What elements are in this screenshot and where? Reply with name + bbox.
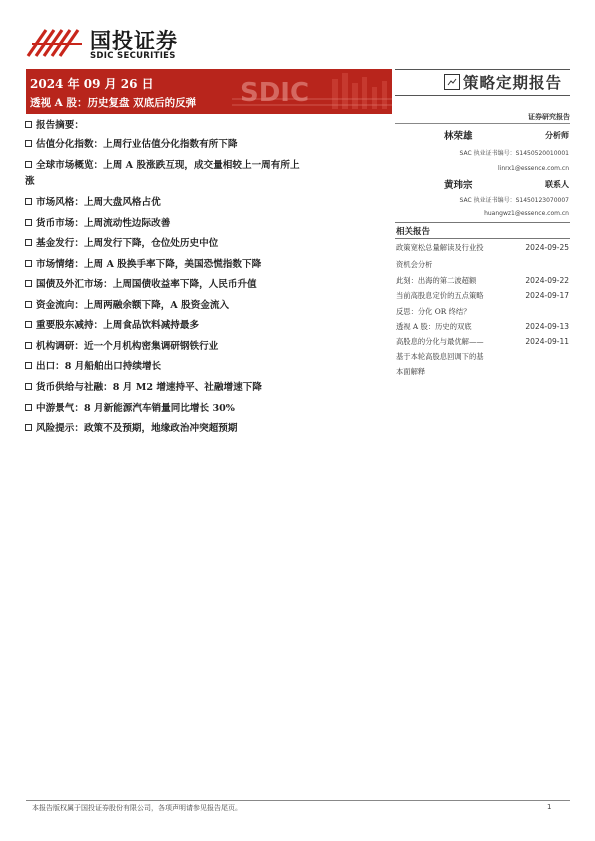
summary-item: 风险提示：政策不及预期，地缘政治冲突超预期 xyxy=(25,421,390,437)
analyst-cert: SAC 执业证书编号：S1450520010001 xyxy=(459,150,569,157)
checkbox-bullet-icon xyxy=(25,280,32,287)
logo-en-text: SDIC SECURITIES xyxy=(90,51,176,61)
checkbox-bullet-icon xyxy=(25,404,32,411)
logo-cn-text: 国投证券 xyxy=(90,29,178,53)
analyst-name: 黄玮宗 xyxy=(444,180,473,191)
summary-heading: 报告摘要： xyxy=(25,118,390,134)
related-report-line[interactable]: 政策宽松总量解读及行业投 xyxy=(396,243,484,252)
summary-item: 中游景气：8 月新能源汽车销量同比增长 30% xyxy=(25,401,390,417)
related-report-line[interactable]: 反思：分化 OR 终结？ xyxy=(396,307,471,316)
related-report-date: 2024-09-13 xyxy=(525,322,569,331)
report-subtitle: 透视 A 股：历史复盘 双底后的反弹 xyxy=(30,97,197,109)
summary-item: 估值分化指数：上周行业估值分化指数有所下降 xyxy=(25,137,390,153)
checkbox-bullet-icon xyxy=(25,321,32,328)
checkbox-bullet-icon xyxy=(25,121,32,128)
related-report-date: 2024-09-17 xyxy=(525,291,569,300)
summary-item: 市场风格：上周大盘风格占优 xyxy=(25,195,390,211)
divider xyxy=(395,69,570,70)
related-reports-title: 相关报告 xyxy=(396,227,431,237)
divider xyxy=(395,238,570,239)
analyst-email[interactable]: linrx1@essence.com.cn xyxy=(498,165,569,172)
analyst-role: 联系人 xyxy=(545,179,569,189)
summary-item: 货币供给与社融：8 月 M2 增速持平、社融增速下降 xyxy=(25,380,390,396)
checkbox-bullet-icon xyxy=(25,260,32,267)
analyst-role: 分析师 xyxy=(545,130,569,140)
checkbox-bullet-icon xyxy=(25,140,32,147)
related-report-line[interactable]: 当前高股息定价的五点策略 xyxy=(396,291,484,300)
checkbox-bullet-icon xyxy=(25,362,32,369)
summary-item: 全球市场概览：上周 A 股涨跌互现，成交量相较上一周有所上 xyxy=(25,158,390,174)
checkbox-bullet-icon xyxy=(25,161,32,168)
summary-item: 资金流向：上周两融余额下降，A 股资金流入 xyxy=(25,298,390,314)
related-report-line[interactable]: 高股息的分化与最优解—— xyxy=(396,337,484,346)
report-type: 策略定期报告 xyxy=(463,73,563,92)
checkbox-bullet-icon xyxy=(25,301,32,308)
checkbox-bullet-icon xyxy=(25,383,32,390)
logo-stripes-icon xyxy=(26,24,84,58)
company-logo xyxy=(26,24,196,64)
checkbox-bullet-icon xyxy=(25,198,32,205)
chart-icon xyxy=(444,74,460,90)
related-report-date: 2024-09-25 xyxy=(525,243,569,252)
page-number: 1 xyxy=(547,803,552,811)
summary-item-continued: 涨 xyxy=(25,176,35,187)
footer-disclaimer: 本报告版权属于国投证券股份有限公司，各项声明请参见报告尾页。 xyxy=(32,804,242,812)
checkbox-bullet-icon xyxy=(25,342,32,349)
checkbox-bullet-icon xyxy=(25,219,32,226)
report-date: 2024 年 09 月 26 日 xyxy=(30,77,154,91)
summary-item: 货币市场：上周流动性边际改善 xyxy=(25,216,390,232)
summary-item: 市场情绪：上周 A 股换手率下降，美国恐慌指数下降 xyxy=(25,257,390,273)
banner-watermark-graphic xyxy=(232,69,392,114)
divider xyxy=(395,95,570,96)
summary-item: 国债及外汇市场：上周国债收益率下降，人民币升值 xyxy=(25,277,390,293)
footer-divider xyxy=(26,800,570,801)
title-banner xyxy=(26,69,392,114)
divider xyxy=(395,123,570,124)
related-report-date: 2024-09-22 xyxy=(525,276,569,285)
divider xyxy=(395,222,570,223)
analyst-email[interactable]: huangwz1@essence.com.cn xyxy=(484,210,569,217)
analyst-cert: SAC 执业证书编号：S1450123070007 xyxy=(459,197,569,204)
report-type-header xyxy=(444,71,562,93)
related-report-line[interactable]: 本面解释 xyxy=(396,367,426,376)
summary-item: 出口：8 月船舶出口持续增长 xyxy=(25,359,390,375)
related-report-date: 2024-09-11 xyxy=(525,337,569,346)
banner-watermark-text: SDIC xyxy=(240,78,310,108)
analyst-name: 林荣雄 xyxy=(444,131,473,142)
summary-item: 基金发行：上周发行下降，仓位处历史中位 xyxy=(25,236,390,252)
summary-item: 重要股东减持：上周食品饮料减持最多 xyxy=(25,318,390,334)
report-category: 证券研究报告 xyxy=(528,112,570,121)
related-report-line[interactable]: 基于本轮高股息回调下的基 xyxy=(396,352,484,361)
checkbox-bullet-icon xyxy=(25,239,32,246)
related-report-line[interactable]: 透视 A 股：历史的双底 xyxy=(396,322,472,331)
summary-item: 机构调研：近一个月机构密集调研钢铁行业 xyxy=(25,339,390,355)
related-report-line[interactable]: 此刻：出海的第二波超额 xyxy=(396,276,477,285)
related-report-line[interactable]: 资机会分析 xyxy=(396,260,433,269)
checkbox-bullet-icon xyxy=(25,424,32,431)
